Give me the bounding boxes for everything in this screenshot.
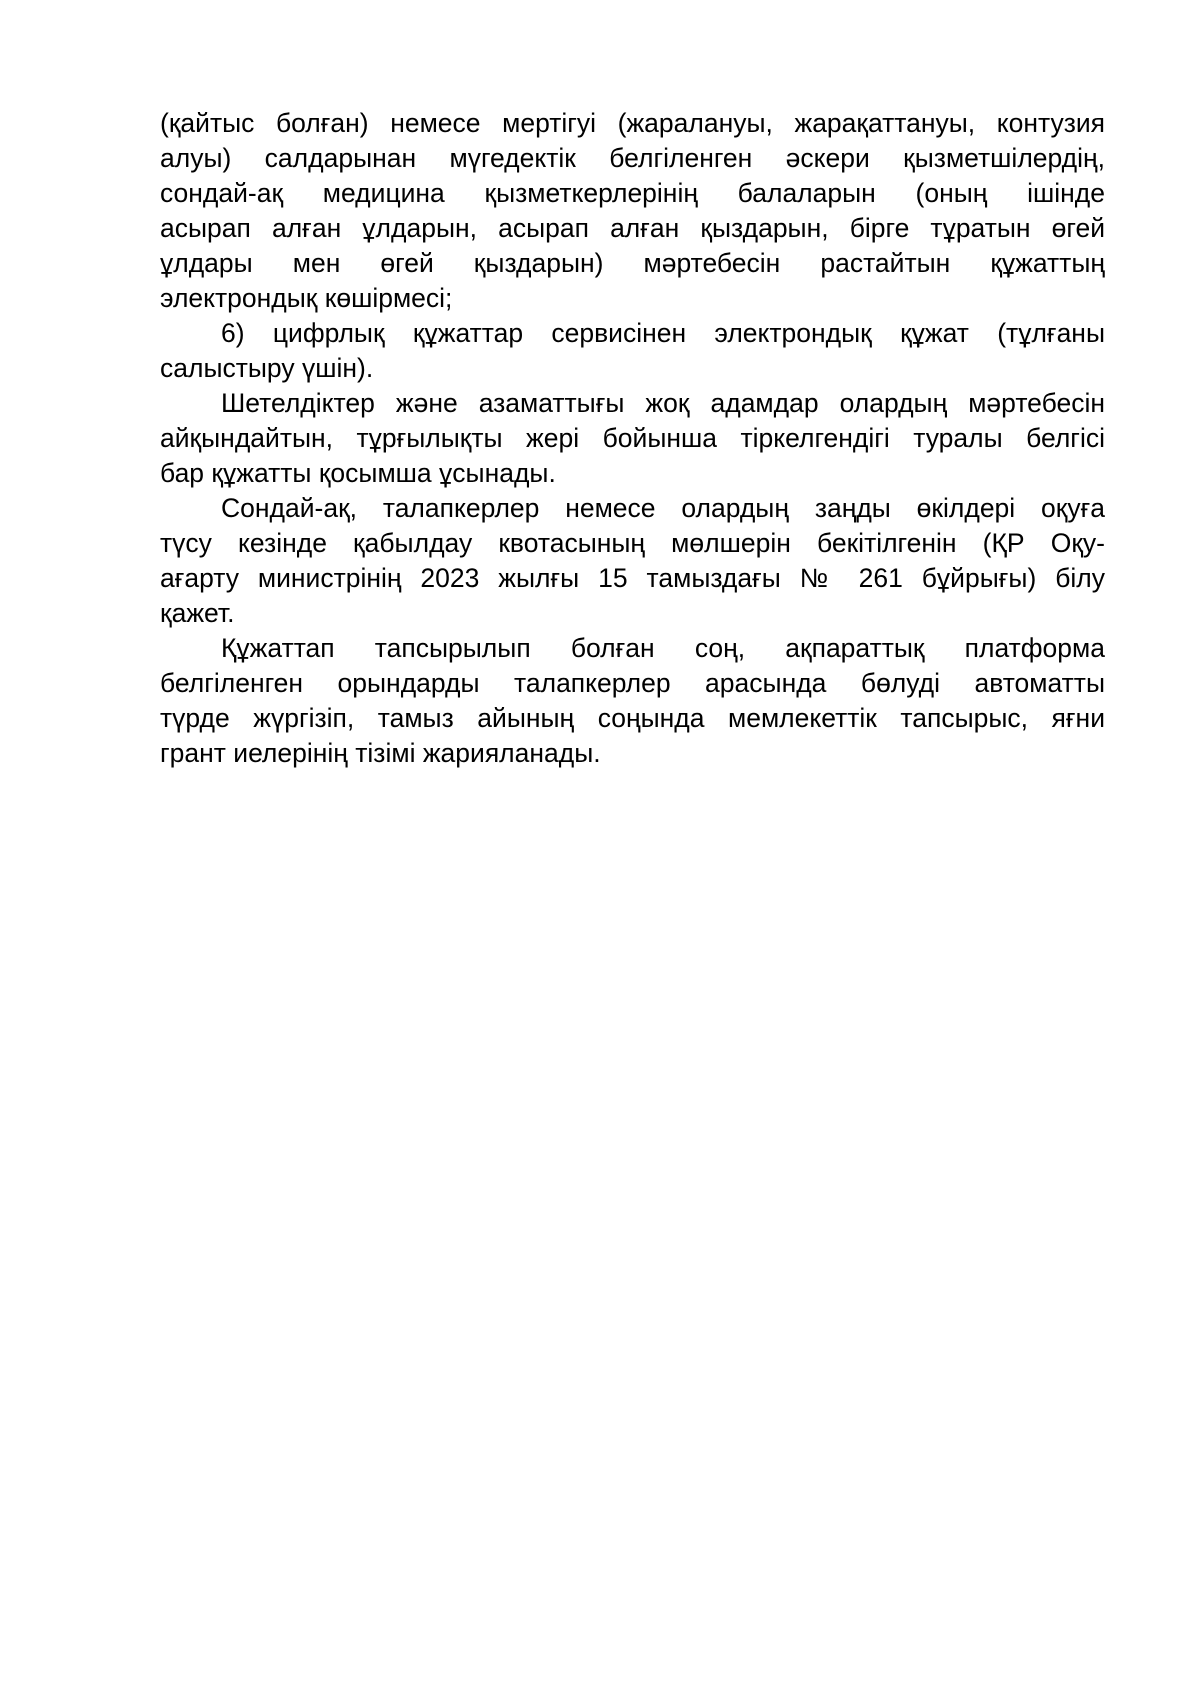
paragraph <box>160 491 1105 631</box>
text-line: Шетелдіктер және азаматтығы жоқ адамдар олардың мәртебесін <box>221 388 1105 418</box>
text-line: электрондық көшірмесі; <box>160 283 453 313</box>
paragraph <box>160 386 1105 491</box>
text-line: бар құжатты қосымша ұсынады. <box>160 458 556 488</box>
paragraph <box>160 316 1105 386</box>
text-line: белгіленген орындарды талапкерлер арасында бөлуді автоматты <box>160 668 1105 698</box>
text-line: салыстыру үшін). <box>160 353 374 383</box>
text-line: Құжаттап тапсырылып болған соң, ақпараттық платформа <box>221 633 1105 663</box>
text-line: ұлдары мен өгей қыздарын) мәртебесін растайтын құжаттың <box>160 248 1105 278</box>
text-line: асырап алған ұлдарын, асырап алған қыздарын, бірге тұратын өгей <box>160 213 1105 243</box>
text-line: ағарту министрінің 2023 жылғы 15 тамыздағы № 261 бұйрығы) білу <box>160 563 1105 593</box>
text-line: айқындайтын, тұрғылықты жері бойынша тіркелгендігі туралы белгісі <box>160 423 1105 453</box>
text-line: алуы) салдарынан мүгедектік белгіленген әскери қызметшілердің, <box>160 143 1105 173</box>
text-line: түсу кезінде қабылдау квотасының мөлшерін бекітілгенін (ҚР Оқу- <box>160 528 1105 558</box>
text-line: қажет. <box>160 598 235 628</box>
paragraph <box>160 106 1105 316</box>
text-line: 6) цифрлық құжаттар сервисінен электрондық құжат (тұлғаны <box>221 318 1105 348</box>
text-line: (қайтыс болған) немесе мертігуі (жаралануы, жарақаттануы, контузия <box>160 108 1105 138</box>
text-block <box>160 106 1105 771</box>
text-line: Сондай-ақ, талапкерлер немесе олардың заңды өкілдері оқуға <box>221 493 1105 523</box>
text-line: сондай-ақ медицина қызметкерлерінің балаларын (оның ішінде <box>160 178 1105 208</box>
text-line: грант иелерінің тізімі жарияланады. <box>160 738 601 768</box>
text-line: түрде жүргізіп, тамыз айының соңында мемлекеттік тапсырыс, яғни <box>160 703 1105 733</box>
paragraph <box>160 631 1105 771</box>
